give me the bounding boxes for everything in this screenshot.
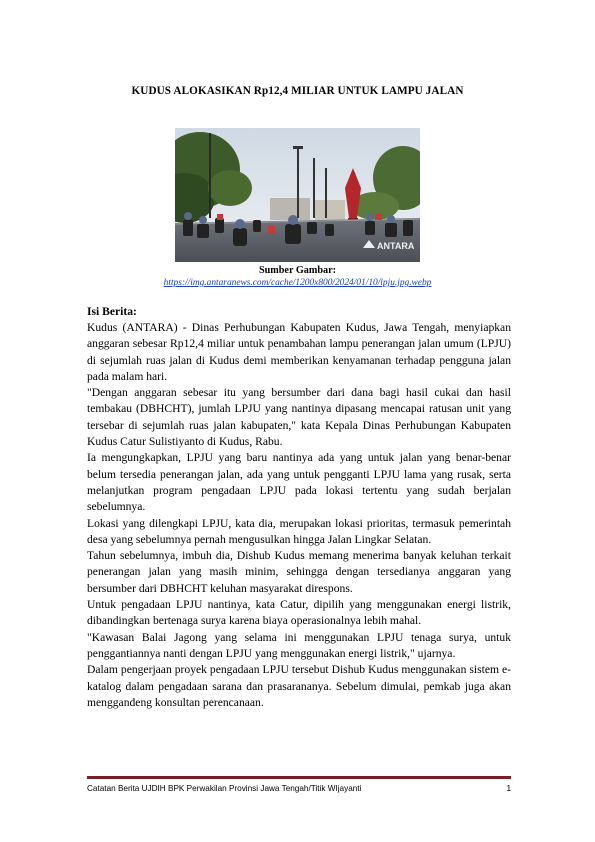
article-paragraph: "Kawasan Balai Jagong yang selama ini menggunakan LPJU tenaga surya, untuk penggantiannya nanti dengan LPJU yang menggunakan energi listrik," ujarnya. <box>87 630 511 660</box>
footer-text: Catatan Berita UJDIH BPK Perwakilan Provinsi Jawa Tengah/Titik WIjayanti <box>87 784 362 793</box>
news-photo <box>175 128 420 262</box>
image-source-label: Sumber Gambar: <box>258 265 337 276</box>
image-source-link[interactable]: https://img.antaranews.com/cache/1200x800/2024/01/10/lpju.jpg.webp <box>163 278 432 288</box>
section-heading: Isi Berita: <box>87 305 137 318</box>
photo-watermark: ANTARA <box>377 241 415 251</box>
footer-divider <box>87 776 511 779</box>
page-number: 1 <box>506 784 511 793</box>
article-paragraph: Lokasi yang dilengkapi LPJU, kata dia, merupakan lokasi prioritas, termasuk pemerintah desa yang sebelumnya pernah mengusulkan hingga Jalan Lingkar Selatan. <box>87 516 511 546</box>
document-title: KUDUS ALOKASIKAN Rp12,4 MILIAR UNTUK LAMPU JALAN <box>131 85 464 97</box>
article-body <box>87 320 511 711</box>
article-paragraph: Untuk pengadaan LPJU nantinya, kata Catur, dipilih yang menggunakan energi listrik, dibandingkan bertenaga surya karena biaya operasionalnya lebih mahal. <box>87 598 511 628</box>
page-footer <box>87 784 511 793</box>
article-paragraph: Tahun sebelumnya, imbuh dia, Dishub Kudus memang menerima banyak keluhan terkait penerangan jalan yang masih minim, sehingga dengan tersedianya anggaran yang bersumber dari DBHCHT keluhan masyarakat direspons. <box>87 549 511 595</box>
article-paragraph: "Dengan anggaran sebesar itu yang bersumber dari dana bagi hasil cukai dan hasil tembakau (DBHCHT), jumlah LPJU yang nantinya dipasang mencapai ratusan unit yang tersebar di sejumlah ruas jalan kabupaten," kata Kepala Dinas Perhubungan Kabupaten Kudus Catur Sulistiyanto di Kudus, Rabu. <box>87 386 511 449</box>
article-paragraph: Ia mengungkapkan, LPJU yang baru nantinya ada yang untuk jalan yang benar-benar belum tersedia penerangan jalan, ada yang untuk pengganti LPJU lama yang rusak, serta melanjutkan program pengadaan LPJU pada lokasi tertentu yang sudah berjalan sebelumnya. <box>87 451 511 514</box>
article-paragraph: Kudus (ANTARA) - Dinas Perhubungan Kabupaten Kudus, Jawa Tengah, menyiapkan anggaran sebesar Rp12,4 miliar untuk penambahan lampu penerangan jalan umum (LPJU) di sejumlah ruas jalan di Kudus demi memberikan kenyamanan terhadap pengguna jalan pada malam hari. <box>87 321 511 383</box>
article-paragraph: Dalam pengerjaan proyek pengadaan LPJU tersebut Dishub Kudus menggunakan sistem e-katalog dalam pengadaan sarana dan prasarananya. Sebelum dimulai, pemkab juga akan menggandeng konsultan perencanaan. <box>87 663 511 709</box>
